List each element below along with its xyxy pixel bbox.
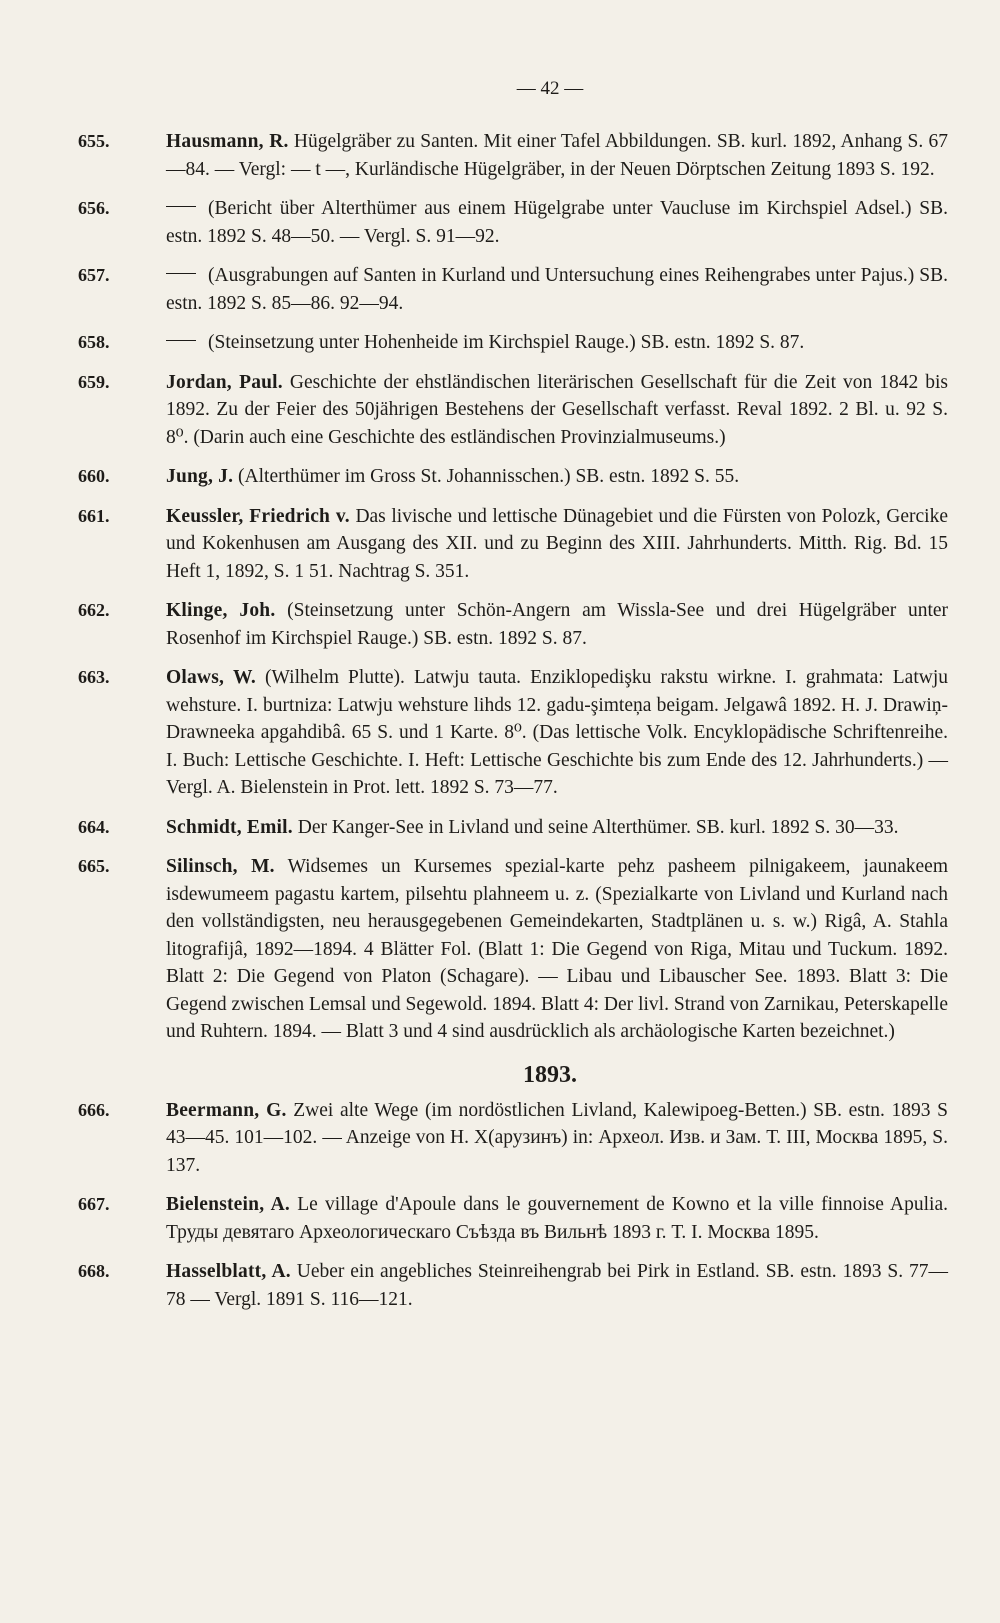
entry-text: Zwei alte Wege (im nordöstlichen Livland, Kalewipoeg-Betten.) SB. estn. 1893 S 43—45. 101—102. — Anzeige von H. Х(арузинъ) in: Археол. Изв. и Зам. Т. III, Москва 1895, S. 137. (166, 1099, 948, 1176)
entry-text: (Alterthümer im Gross St. Johannisschen.) SB. estn. 1892 S. 55. (238, 466, 740, 487)
bibliography-entry (78, 463, 948, 491)
entries-1893 (78, 1097, 949, 1314)
entry-author: Olaws, W. (166, 667, 256, 688)
entry-number: 655. (78, 131, 110, 151)
entry-text: Geschichte der ehstländischen literärischen Gesellschaft für die Zeit von 1842 bis 1892. Zu der Feier des 50jährigen Bestehens der Gesellschaft verfasst. Reval 1892. 2 Bl. u. 92 S. 8⁰. (Darin auch eine Geschichte des estländischen Provinzialmuseums.) (166, 371, 949, 448)
entry-text: (Bericht über Alterthümer aus einem Hügelgrabe unter Vaucluse im Kirchspiel Adsel.) SB. estn. 1892 S. 48—50. — Vergl. S. 91—92. (166, 198, 948, 247)
bibliography-entry (78, 262, 948, 317)
entry-number: 662. (78, 600, 110, 620)
entry-number: 664. (78, 816, 110, 837)
entry-number: 668. (78, 1261, 110, 1281)
year-heading: 1893. (523, 1061, 577, 1088)
entry-number: 663. (78, 667, 110, 687)
bibliography-entry (78, 128, 949, 183)
entry-number: 657. (78, 265, 110, 285)
entry-text: (Ausgrabungen auf Santen in Kurland und Untersuchung eines Reihengrabes unter Pajus.) SB. estn. 1892 S. 85—86. 92—94. (166, 265, 948, 314)
entry-number: 660. (78, 466, 110, 486)
page-number: — 42 — (516, 78, 584, 99)
entry-author: Silinsch, M. (166, 856, 275, 877)
bibliography-entry (78, 664, 948, 802)
ditto-dash (166, 206, 196, 207)
entry-number: 656. (78, 198, 110, 218)
ditto-dash (166, 273, 196, 274)
entry-author: Jung, J. (166, 466, 234, 487)
entry-number: 666. (78, 1099, 110, 1120)
entry-author: Bielenstein, A. (166, 1194, 290, 1215)
bibliography-entry (78, 853, 948, 1046)
bibliography-entry (78, 814, 948, 842)
entry-text: Hügelgräber zu Santen. Mit einer Tafel Abbildungen. SB. kurl. 1892, Anhang S. 67—84. — Vergl: — t —, Kurländische Hügelgräber, in der Neuen Dörptschen Zeitung 1893 S. 192. (166, 131, 949, 180)
entry-author: Keussler, Friedrich v. (166, 505, 350, 527)
entry-author: Klinge, Joh. (166, 600, 276, 621)
bibliography-entry (78, 1191, 948, 1246)
entry-text: Le village d'Apoule dans le gouvernement de Kowno et la ville finnoise Apulia. Труды девятаго Археологическаго Съѣзда въ Вильнѣ 1893 г. Т. I. Москва 1895. (166, 1194, 948, 1243)
entry-number: 659. (78, 371, 110, 392)
entry-number: 667. (78, 1194, 110, 1214)
entry-text: Das livische und lettische Dünagebiet und die Fürsten von Polozk, Gercike und Kokenhusen am Ausgang des XII. und zu Beginn des XIII. Jahrhunderts. Mitth. Rig. Bd. 15 Heft 1, 1892, S. 1 51. Nachtrag S. 351. (166, 505, 948, 582)
entry-number: 661. (78, 505, 110, 526)
entry-author: Beermann, G. (166, 1099, 287, 1121)
entry-author: Hasselblatt, A. (166, 1261, 291, 1282)
entry-text: Ueber ein angebliches Steinreihengrab bei Pirk in Estland. SB. estn. 1893 S. 77—78 — Vergl. 1891 S. 116—121. (166, 1261, 949, 1310)
bibliography-entry (78, 329, 948, 357)
bibliography-entry (78, 503, 948, 586)
bibliography-entry (78, 597, 949, 652)
entry-text: Widsemes un Kursemes spezial-karte pehz pasheem pilnigakeem, jaunakeem isdewumeem pagastu kartem, pilsehtu plahneem u. z. (Spezialkarte von Livland und Kurland nach den vollständigsten, neu herausgegebenen Gemeindekarten, Stadtplänen u. s. w.) Rigâ, A. Stahla litografijâ, 1892—1894. 4 Blätter Fol. (Blatt 1: Die Gegend von Riga, Mitau und Tuckum. 1892. Blatt 2: Die Gegend von Platon (Schagare). — Libau und Libauscher See. 1893. Blatt 3: Die Gegend zwischen Lemsal und Segewold. 1894. Blatt 4: Der livl. Strand von Zarnikau, Peterskapelle und Ruhtern. 1894. — Blatt 3 und 4 sind ausdrücklich als archäologische Karten bezeichnet.) (166, 856, 948, 1042)
entry-number: 658. (78, 332, 110, 352)
bibliography-entry (78, 1097, 948, 1180)
entry-author: Jordan, Paul. (166, 371, 283, 393)
bibliography-entry (78, 1258, 949, 1313)
entry-text: (Steinsetzung unter Hohenheide im Kirchspiel Rauge.) SB. estn. 1892 S. 87. (208, 332, 805, 353)
entries-1892 (78, 128, 949, 1046)
entry-number: 665. (78, 856, 110, 876)
bibliography-entry (78, 369, 949, 452)
entry-text: (Steinsetzung unter Schön-Angern am Wissla-See und drei Hügelgräber unter Rosenhof im Kirchspiel Rauge.) SB. estn. 1892 S. 87. (166, 600, 949, 649)
entry-author: Schmidt, Emil. (166, 816, 293, 838)
entry-author: Hausmann, R. (166, 131, 289, 152)
ditto-dash (166, 340, 196, 341)
entry-text: Der Kanger-See in Livland und seine Alterthümer. SB. kurl. 1892 S. 30—33. (297, 816, 899, 838)
entry-text: (Wilhelm Plutte). Latwju tauta. Enziklopedişku rakstu wirkne. I. grahmata: Latwju wehsture. I. burtniza: Latwju wehsture lihds 12. gadu-şimteņa beigam. Jelgawâ 1892. H. J. Drawiņ-Drawneeka apgahdibâ. 65 S. und 1 Karte. 8⁰. (Das lettische Volk. Encyklopädische Schriftenreihe. I. Buch: Lettische Geschichte. I. Heft: Lettische Geschichte bis zum Ende des 12. Jahrhunderts.) — Vergl. A. Bielenstein in Prot. lett. 1892 S. 73—77. (166, 667, 948, 798)
bibliography-entry (78, 195, 948, 250)
